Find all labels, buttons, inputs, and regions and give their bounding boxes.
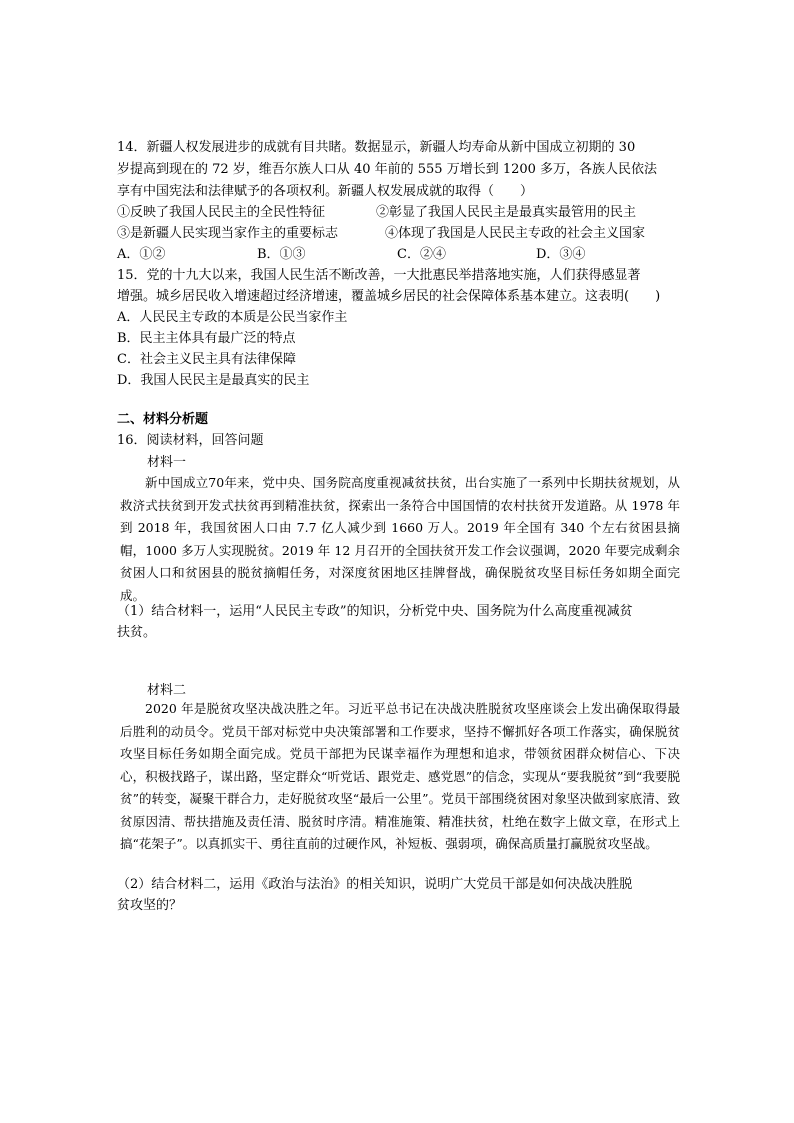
sub-question-2-line-2: 贫攻坚的？: [117, 898, 183, 913]
q15-option-a: A．人民民主专政的本质是公民当家作主: [117, 310, 348, 325]
q15-option-b: B．民主主体具有最广泛的特点: [117, 331, 296, 346]
q14-statement-4: ④体现了我国是人民民主专政的社会主义国家: [385, 226, 646, 241]
q14-choice-b: B．①③: [257, 247, 306, 262]
q14-choice-d: D．③④: [536, 247, 586, 262]
q15-option-c: C．社会主义民主具有法律保障: [117, 352, 296, 367]
material-2-text: 2020 年是脱贫攻坚决战决胜之年。习近平总书记在决战决胜脱贫攻坚座谈会上发出确保取得最后胜利的动员令。党员干部对标党中央决策部署和工作要求，坚持不懈抓好各项工作落实，确保脱贫攻坚目标任务如期全面完成。党员干部把为民谋幸福作为理想和追求，带领贫困群众树信心、下决心，积极找路子，谋出路，坚定群众“听党话、跟党走、感党恩”的信念，实现从“要我脱贫”到“我要脱贫”的转变，凝聚干群合力，走好脱贫攻坚“最后一公里”。党员干部围绕贫困对象坚决做到家底清、致贫原因清、帮扶措施及责任清、脱贫时序清。精准施策、精准扶贫，杜绝在数字上做文章，在形式上搞“花架子”。以真抓实干、勇往直前的过硬作风，补短板、强弱项，确保高质量打赢脱贫攻坚战。: [120, 701, 680, 851]
q14-line-2: 岁提高到现在的 72 岁，维吾尔族人口从 40 年前的 555 万增长到 1200 多万，各族人民依法: [117, 162, 658, 177]
q15-option-d: D．我国人民民主是最真实的民主: [117, 373, 310, 388]
q14-line-3: 享有中国宪法和法律赋予的各项权利。新疆人权发展成就的取得（ ）: [117, 184, 534, 199]
q14-choice-a: A．①②: [117, 247, 166, 262]
q14-statement-2: ②彰显了我国人民民主是最真实最管用的民主: [376, 205, 637, 220]
sub-question-1-line-2: 扶贫。: [117, 625, 157, 640]
q16-title: 16．阅读材料，回答问题: [117, 433, 264, 448]
q14-choice-c: C．②④: [397, 247, 446, 262]
q14-statement-3: ③是新疆人民实现当家作主的重要标志: [117, 226, 339, 241]
material-2-title: 材料二: [147, 683, 187, 698]
material-1-text: 新中国成立70年来，党中央、国务院高度重视减贫扶贫，出台实施了一系列中长期扶贫规划，从救济式扶贫到开发式扶贫再到精准扶贫，探索出一条符合中国国情的农村扶贫开发道路。从 1978 年到 2018 年，我国贫困人口由 7.7 亿人减少到 1660 万人。2019 年全国有 340 个左右贫困县摘帽，1000 多万人实现脱贫。2019 年 12 月召开的全国扶贫开发工作会议强调，2020 年要完成剩余贫困人口和贫困县的脱贫摘帽任务，对深度贫困地区挂牌督战，确保脱贫攻坚目标任务如期全面完成。: [120, 475, 680, 603]
sub-question-2-line-1: （2）结合材料二，运用《政治与法治》的相关知识，说明广大党员干部是如何决战决胜脱: [117, 877, 633, 892]
q14-line-1: 14．新疆人权发展进步的成就有目共睹。数据显示，新疆人均寿命从新中国成立初期的 30: [117, 140, 636, 155]
section-heading: 二、材料分析题: [117, 412, 209, 427]
material-1-body: [120, 472, 680, 607]
sub-question-1-line-1: （1）结合材料一，运用“人民民主专政”的知识，分析党中央、国务院为什么高度重视减贫: [117, 604, 633, 619]
q15-line-1: 15．党的十九大以来，我国人民生活不断改善，一大批惠民举措落地实施，人们获得感显著: [117, 268, 641, 283]
q15-line-2: 增强。城乡居民收入增速超过经济增速，覆盖城乡居民的社会保障体系基本建立。这表明( ): [117, 289, 661, 304]
q14-statement-1: ①反映了我国人民民主的全民性特征: [117, 205, 326, 220]
material-1-title: 材料一: [147, 455, 187, 470]
material-2-body: [120, 698, 680, 856]
